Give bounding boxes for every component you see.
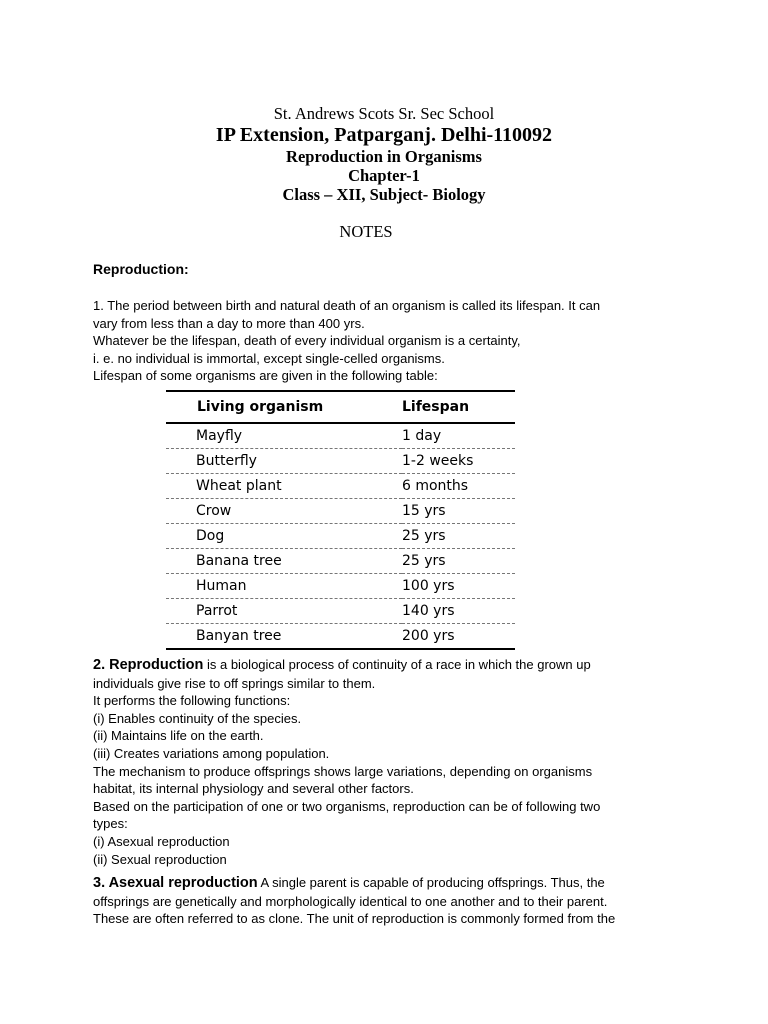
paragraph-heading: 2. Reproduction [93, 657, 204, 673]
text-fragment: A single parent is capable of producing offsprings. Thus, the [257, 875, 605, 890]
text-line: (ii) Sexual reproduction [93, 851, 227, 867]
class-subject: Class – XII, Subject- Biology [282, 185, 486, 204]
text-line: The mechanism to produce offsprings shows large variations, depending on organisms [93, 763, 593, 779]
table-row [166, 549, 515, 574]
lifespan-cell: 1 day [402, 423, 515, 449]
paragraph-heading: 3. Asexual reproduction [93, 875, 258, 891]
table-header-row [166, 391, 515, 423]
text-line: Based on the participation of one or two organisms, reproduction can be of following two [93, 798, 601, 814]
organism-cell: Dog [166, 524, 402, 549]
organism-cell: Wheat plant [166, 474, 402, 499]
text-line: vary from less than a day to more than 400 yrs. [93, 315, 365, 331]
text-line: (ii) Maintains life on the earth. [93, 728, 264, 744]
organism-cell: Mayfly [166, 423, 402, 449]
text-line: individuals give rise to off springs similar to them. [93, 675, 376, 691]
organism-cell: Banana tree [166, 549, 402, 574]
paragraph-reproduction [93, 656, 693, 868]
table-row [166, 574, 515, 599]
organism-cell: Parrot [166, 599, 402, 624]
document-title: Reproduction in Organisms [286, 147, 482, 166]
text-line: i. e. no individual is immortal, except single-celled organisms. [93, 350, 445, 366]
text-line: offsprings are genetically and morphologically identical to one another and to their parent. [93, 893, 608, 909]
notes-label: NOTES [339, 222, 393, 241]
table-row [166, 449, 515, 474]
table-row [166, 474, 515, 499]
table-row [166, 624, 515, 650]
lifespan-cell: 25 yrs [402, 549, 515, 574]
paragraph-lifespan [93, 297, 693, 385]
lifespan-cell: 15 yrs [402, 499, 515, 524]
text-line: Whatever be the lifespan, death of every individual organism is a certainty, [93, 333, 521, 349]
organism-cell: Butterfly [166, 449, 402, 474]
organism-cell: Crow [166, 499, 402, 524]
organism-cell: Human [166, 574, 402, 599]
text-line: types: [93, 816, 128, 832]
table-row [166, 499, 515, 524]
text-line [93, 874, 693, 893]
table-row [166, 524, 515, 549]
lifespan-cell: 1-2 weeks [402, 449, 515, 474]
organism-cell: Banyan tree [166, 624, 402, 650]
column-header-lifespan: Lifespan [402, 391, 515, 423]
column-header-organism: Living organism [166, 391, 402, 423]
text-line: habitat, its internal physiology and several other factors. [93, 781, 414, 797]
text-line: 1. The period between birth and natural death of an organism is called its lifespan. It can [93, 298, 601, 313]
text-line: These are often referred to as clone. The unit of reproduction is commonly formed from the [93, 911, 616, 927]
lifespan-cell: 25 yrs [402, 524, 515, 549]
lifespan-table [166, 390, 515, 650]
school-name: St. Andrews Scots Sr. Sec School [273, 104, 495, 123]
text-line: It performs the following functions: [93, 693, 291, 709]
text-line: (i) Enables continuity of the species. [93, 710, 302, 726]
school-address: IP Extension, Patparganj. Delhi-110092 [215, 124, 553, 146]
text-line: (i) Asexual reproduction [93, 833, 230, 849]
section-heading: Reproduction: [93, 261, 189, 277]
text-line [93, 656, 693, 675]
text-line: Lifespan of some organisms are given in the following table: [93, 368, 438, 384]
lifespan-cell: 6 months [402, 474, 515, 499]
lifespan-cell: 140 yrs [402, 599, 515, 624]
lifespan-cell: 100 yrs [402, 574, 515, 599]
paragraph-asexual [93, 874, 693, 928]
lifespan-cell: 200 yrs [402, 624, 515, 650]
text-line: (iii) Creates variations among population. [93, 745, 330, 761]
table-row [166, 599, 515, 624]
text-fragment: is a biological process of continuity of a race in which the grown up [203, 657, 591, 672]
chapter-label: Chapter-1 [348, 166, 420, 185]
table-row [166, 423, 515, 449]
